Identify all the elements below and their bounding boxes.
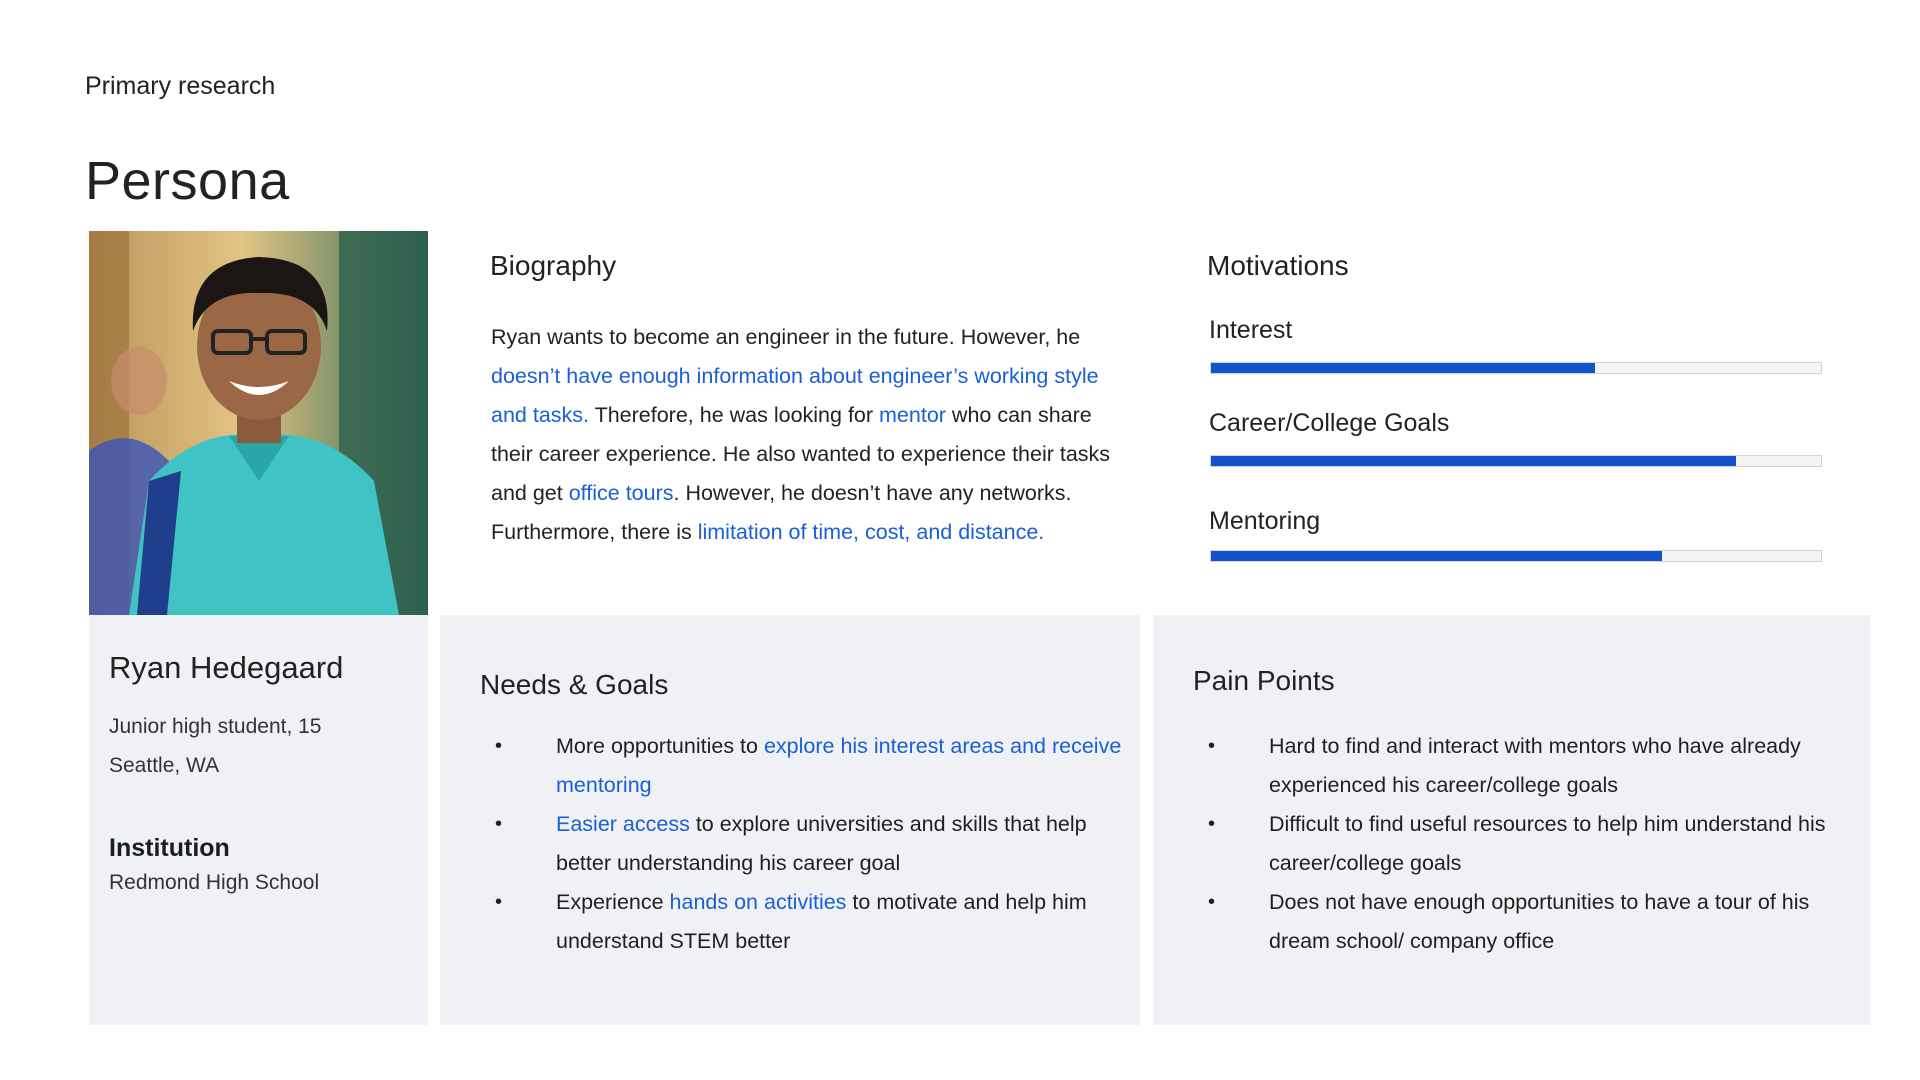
item-text: Hard to find and interact with mentors who have already experienced his career/college goals: [1269, 734, 1801, 797]
motivation-fill-mentoring: [1211, 551, 1662, 561]
needs-goals-list: [480, 727, 1130, 961]
item-text: Difficult to find useful resources to help him understand his career/college goals: [1269, 812, 1826, 875]
motivation-fill-interest: [1211, 363, 1595, 373]
pain-points-panel: [1153, 615, 1870, 1025]
motivation-label-interest: Interest: [1209, 316, 1293, 344]
motivation-fill-career: [1211, 456, 1736, 466]
list-item: [480, 727, 1130, 805]
bullet-icon: •: [495, 813, 503, 835]
pain-points-list: [1193, 727, 1858, 961]
item-text: Experience: [556, 890, 670, 914]
page-title: Persona: [85, 151, 290, 211]
bio-text-3: who can share their career experience. He also wanted to experience their tasks and get: [491, 403, 1111, 505]
bio-text-2: Therefore, he was looking for: [589, 403, 880, 427]
bio-highlight-1: doesn’t have enough information about engineer’s working style and tasks.: [491, 364, 1099, 427]
item-text: to motivate and help him understand STEM better: [556, 890, 1087, 953]
persona-photo: [89, 231, 428, 615]
bio-highlight-4: limitation of time, cost, and distance.: [697, 520, 1045, 544]
pain-points-title: Pain Points: [1193, 665, 1335, 696]
persona-name: Ryan Hedegaard: [109, 650, 344, 685]
list-item: [1193, 883, 1858, 961]
institution-value: Redmond High School: [109, 871, 320, 894]
motivation-label-career: Career/College Goals: [1209, 409, 1450, 437]
item-text: More opportunities to: [556, 734, 764, 758]
bio-highlight-3: office tours: [568, 481, 674, 505]
list-item: [1193, 805, 1858, 883]
item-highlight: hands on activities: [669, 890, 847, 914]
needs-goals-panel: [440, 615, 1140, 1025]
persona-occupation: Junior high student, 15: [109, 715, 322, 738]
biography-text: [491, 318, 1131, 552]
persona-location: Seattle, WA: [109, 754, 220, 777]
motivation-label-mentoring: Mentoring: [1209, 507, 1321, 535]
bullet-icon: •: [495, 891, 503, 913]
institution-label: Institution: [109, 834, 230, 862]
item-highlight: explore his interest areas and receive mentoring: [556, 734, 1122, 797]
list-item: [480, 805, 1130, 883]
biography-title: Biography: [490, 250, 617, 281]
list-item: [1193, 727, 1858, 805]
motivation-bar-career: [1210, 455, 1822, 467]
motivation-bar-interest: [1210, 362, 1822, 374]
needs-goals-title: Needs & Goals: [480, 669, 669, 700]
bullet-icon: •: [1208, 735, 1216, 757]
item-text: to explore universities and skills that help better understanding his career goal: [556, 812, 1087, 875]
item-highlight: Easier access: [556, 812, 690, 836]
bullet-icon: •: [1208, 891, 1216, 913]
section-kicker: Primary research: [85, 72, 276, 100]
motivation-bar-mentoring: [1210, 550, 1822, 562]
profile-panel: [89, 615, 428, 1025]
bio-text-4: . However, he doesn’t have any networks. Furthermore, there is: [491, 481, 1072, 544]
item-text: Does not have enough opportunities to have a tour of his dream school/ company office: [1269, 890, 1810, 953]
bio-highlight-2: mentor: [879, 403, 946, 427]
motivations-title: Motivations: [1207, 250, 1349, 281]
bullet-icon: •: [1208, 813, 1216, 835]
list-item: [480, 883, 1130, 961]
bio-text-1: Ryan wants to become an engineer in the future. However, he: [491, 325, 1081, 349]
bullet-icon: •: [495, 735, 503, 757]
